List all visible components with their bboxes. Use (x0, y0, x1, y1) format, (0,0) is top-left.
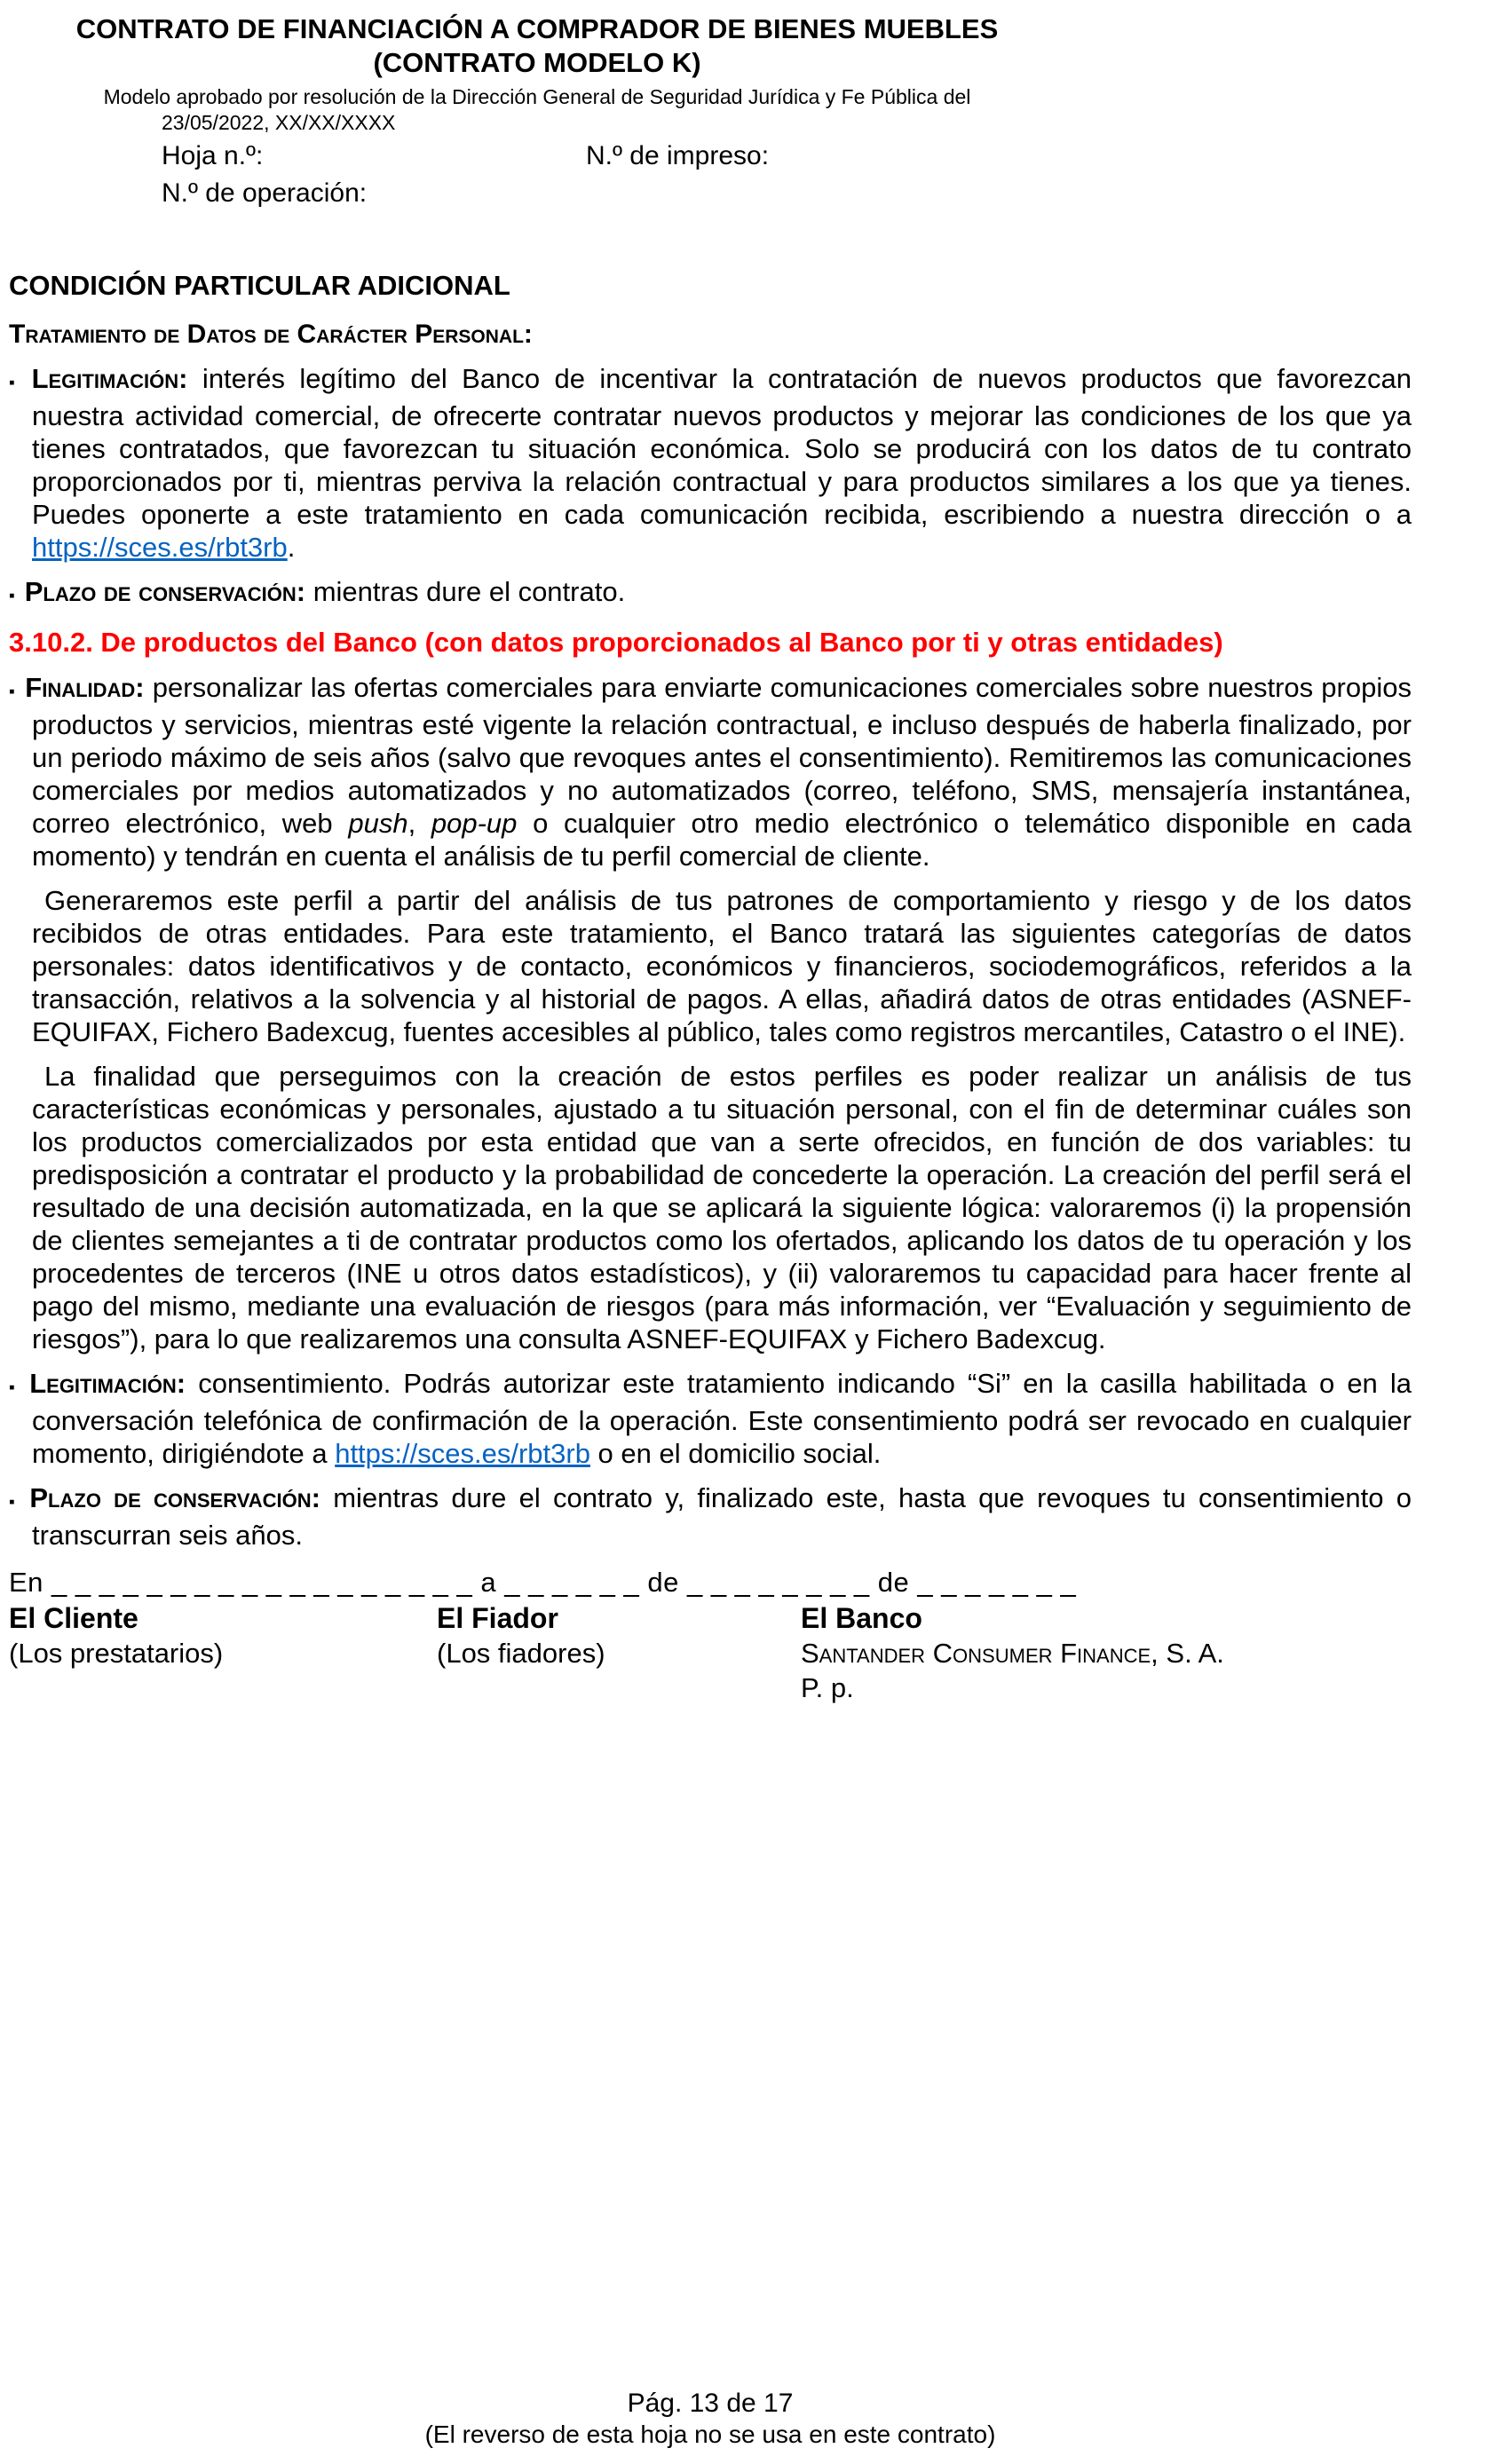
legitimation-text-2-end: o en el domicilio social. (589, 1438, 882, 1469)
page-number: Pág. 13 de 17 (627, 2389, 794, 2418)
profile-creation-paragraph: Generaremos este perfil a partir del análisis de tus patrones de comportamiento y riesgo y de los datos recibidos de otras entidades. Para este tratamiento, el Banco tratará las siguientes categorías de datos personales: datos identificativos y de contacto, económicos y financieros, sociodemográficos, referidos a la transacción, relativos a la solvencia y al historial de pagos. A ellas, añadirá datos de otras entidades (ASNEF-EQUIFAX, Fichero Badexcug, fuentes accesibles al público, tales como registros mercantiles, Catastro o el INE). (32, 885, 1412, 1047)
bullet-icon: ▪ (9, 587, 15, 605)
document-header (9, 12, 1065, 210)
legitimation-text-1: interés legítimo del Banco de incentivar la contratación de nuevos productos que favorezcan nuestra actividad comercial, de ofrecerte contratar nuevos productos y mejorar las condiciones de los que ya tienes contratados, que favorezcan tu situación económica. Solo se producirá con los datos de tu contrato proporcionados por ti, mientras perviva la relación contractual y para productos similares a los que ya tienes. Puedes oponerte a este tratamiento en cada comunicación recibida, escribiendo a nuestra dirección o a (32, 363, 1412, 530)
retention-clause-1 (9, 575, 1412, 612)
bank-pp: P. p. (801, 1672, 854, 1703)
sces-link-2[interactable]: https://sces.es/rbt3rb (335, 1438, 590, 1469)
guarantor-signature-subtitle: (Los fiadores) (437, 1638, 605, 1669)
purpose-text-3: o cualquier otro medio electrónico o telemático disponible en cada momento) y tendrán en cuenta el análisis de tu perfil comercial de cliente. (32, 808, 1412, 872)
retention-text-1: mientras dure el contrato. (305, 576, 626, 607)
signature-column-guarantor (437, 1601, 801, 1705)
section-heading-additional-condition: CONDICIÓN PARTICULAR ADICIONAL (9, 270, 510, 301)
bank-signature-title: El Banco (801, 1602, 922, 1634)
purpose-term-popup: pop-up (431, 808, 518, 839)
reverse-side-note: (El reverso de esta hoja no se usa en este contrato) (424, 2421, 996, 2448)
legitimation-text-1-end: . (287, 532, 296, 563)
retention-label-2: Plazo de conservación: (29, 1482, 320, 1513)
sheet-number-label: Hoja n.º: (162, 141, 264, 170)
legitimation-clause-2 (9, 1367, 1412, 1470)
document-title-line2: (CONTRATO MODELO K) (373, 47, 701, 78)
approval-note: Modelo aprobado por resolución de la Dirección General de Seguridad Jurídica y Fe Pública del (103, 85, 971, 108)
retention-clause-2 (9, 1481, 1412, 1552)
bank-legal-name: Santander Consumer Finance, S. A. (801, 1638, 1224, 1669)
signature-columns (9, 1601, 1412, 1705)
document-title-line1: CONTRATO DE FINANCIACIÓN A COMPRADOR DE BIENES MUEBLES (75, 13, 999, 44)
section-heading-3-10-2: 3.10.2. De productos del Banco (con datos proporcionados al Banco por ti y otras entidades) (9, 627, 1223, 658)
legitimation-label-1: Legitimación: (31, 363, 188, 394)
bullet-icon: ▪ (9, 1493, 20, 1512)
operation-number-row (162, 177, 1065, 210)
legitimation-label-2: Legitimación: (29, 1368, 186, 1399)
purpose-term-push: push (348, 808, 408, 839)
signature-place-date-line: En _ _ _ _ _ _ _ _ _ _ _ _ _ _ _ _ _ _ a _ _ _ _ _ _ de _ _ _ _ _ _ _ _ de _ _ _ _ _ _ _ (9, 1567, 1077, 1598)
print-number-label: N.º de impreso: (586, 141, 770, 170)
sces-link-1[interactable]: https://sces.es/rbt3rb (32, 532, 288, 563)
contract-body (9, 269, 1412, 1705)
approval-date: 23/05/2022, XX/XX/XXXX (162, 111, 396, 134)
retention-text-2: mientras dure el contrato y, finalizado este, hasta que revoques tu consentimiento o transcurran seis años. (32, 1482, 1412, 1551)
client-signature-title: El Cliente (9, 1602, 138, 1634)
purpose-text-1: personalizar las ofertas comerciales para enviarte comunicaciones comerciales sobre nuestros propios productos y servicios, mientras esté vigente la relación contractual, e incluso después de haberla finalizado, por un periodo máximo de seis años (salvo que revoques antes el consentimiento). Remitiremos las comunicaciones comerciales por medios automatizados y no automatizados (correo, teléfono, SMS, mensajería instantánea, correo electrónico, web (32, 672, 1412, 839)
bullet-icon: ▪ (9, 374, 22, 392)
signature-column-client (9, 1601, 437, 1705)
section-heading-data-processing: Tratamiento de Datos de Carácter Personal: (9, 320, 533, 349)
bullet-icon: ▪ (9, 1378, 20, 1397)
operation-number-label: N.º de operación: (162, 178, 368, 208)
guarantor-signature-title: El Fiador (437, 1602, 558, 1634)
purpose-label: Finalidad: (25, 672, 145, 703)
retention-label-1: Plazo de conservación: (24, 576, 306, 607)
header-fields-row (162, 139, 1065, 173)
legitimation-clause-1 (9, 362, 1412, 564)
legitimation-text-2: consentimiento. Podrás autorizar este tratamiento indicando “Si” en la casilla habilitada o en la conversación telefónica de confirmación de la operación. Este consentimiento podrá ser revocado en cualquier momento, dirigiéndote a (32, 1368, 1412, 1469)
profiling-purpose-paragraph: La finalidad que perseguimos con la creación de estos perfiles es poder realizar un análisis de tus características económicas y personales, ajustado a tu situación personal, con el fin de determinar cuáles son los productos comercializados por esta entidad que van a serte ofrecidos, en función de dos variables: tu predisposición a contratar el producto y la probabilidad de concederte la operación. La creación del perfil será el resultado de una decisión automatizada, en la que se aplicará la siguiente lógica: valoraremos (i) la propensión de clientes semejantes a ti de contratar productos como los ofertados, aplicando los datos de tu operación y los procedentes de terceros (INE u otros datos estadísticos), y (ii) valoraremos tu capacidad para hacer frente al pago del mismo, mediante una evaluación de riesgos (para más información, ver “Evaluación y seguimiento de riesgos”), para lo que realizaremos una consulta ASNEF-EQUIFAX y Fichero Badexcug. (32, 1061, 1412, 1354)
bullet-icon: ▪ (9, 683, 16, 701)
client-signature-subtitle: (Los prestatarios) (9, 1638, 224, 1669)
page-footer (9, 2387, 1412, 2450)
signature-column-bank (801, 1601, 1412, 1705)
purpose-clause (9, 671, 1412, 873)
purpose-text-2: , (407, 808, 431, 839)
